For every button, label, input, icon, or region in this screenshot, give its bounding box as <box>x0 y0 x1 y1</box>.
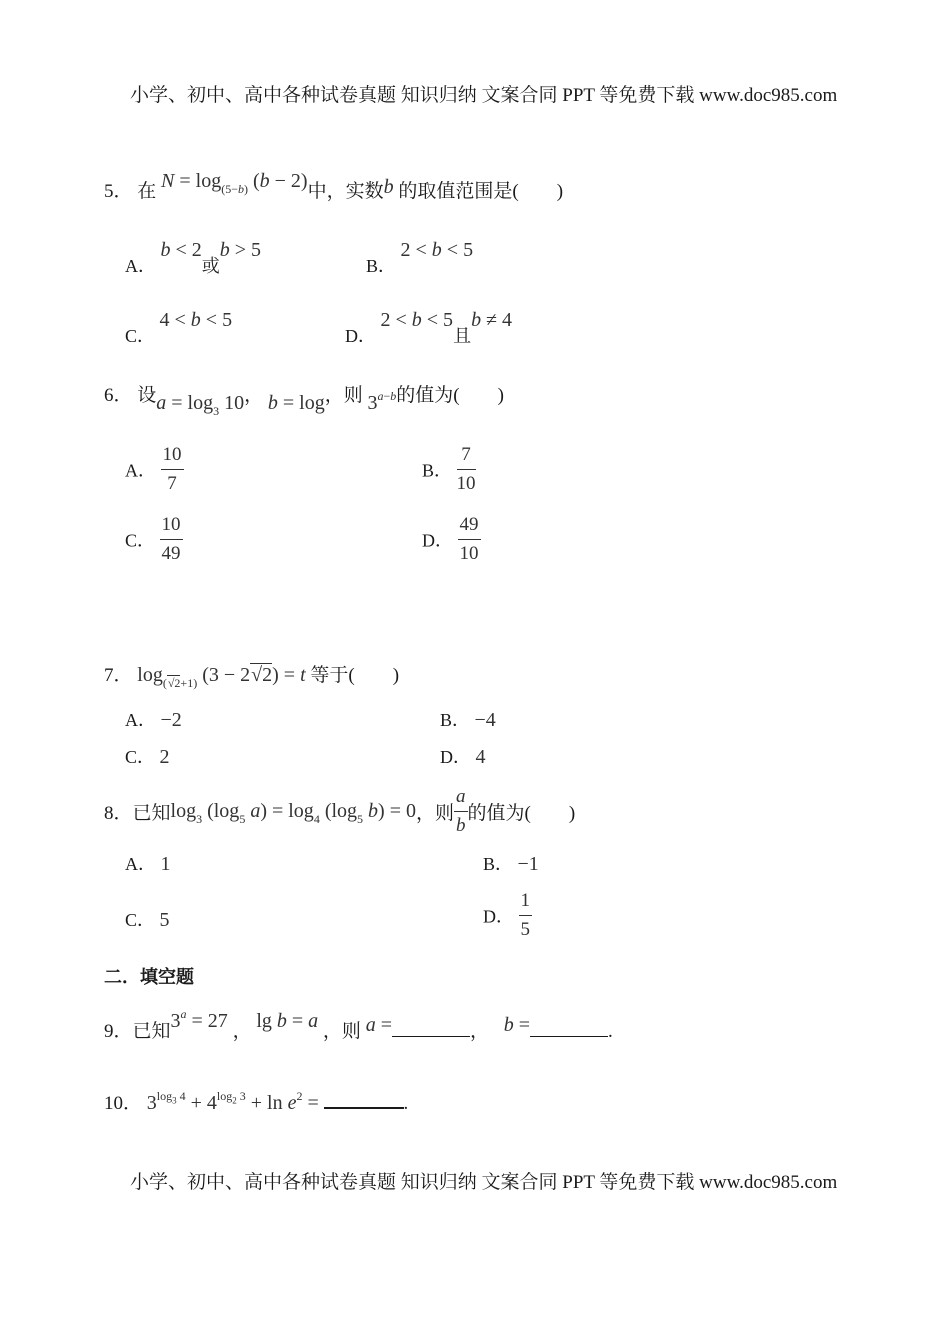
denominator: 10 <box>456 473 476 494</box>
numerator: 1 <box>519 890 533 916</box>
page-header: 小学、初中、高中各种试卷真题 知识归纳 文案合同 PPT 等免费下载 www.doc985.com <box>130 85 838 106</box>
question-10 <box>104 1088 408 1115</box>
numerator: 10 <box>160 514 183 540</box>
option-label: B． <box>366 256 397 276</box>
fraction-7-over-10 <box>457 444 476 495</box>
option-5c <box>125 309 233 348</box>
option-label: B． <box>483 854 514 874</box>
formula-lg-b-eq-a: lg b = a <box>256 1010 319 1032</box>
question-number: 7． <box>104 665 133 686</box>
option-6a <box>125 444 184 495</box>
question-number: 5． <box>104 181 133 202</box>
fraction-49-over-10 <box>458 514 481 565</box>
fraction-a-over-b: $\frac{a}{b}$ <box>456 786 466 836</box>
question-text: . <box>608 1021 613 1042</box>
page-footer: 小学、初中、高中各种试卷真题 知识归纳 文案合同 PPT 等免费下载 www.doc985.com <box>130 1172 838 1193</box>
question-6 <box>104 380 504 418</box>
option-label: B． <box>422 460 453 481</box>
option-value: 2 <box>159 746 170 768</box>
answer-blank[interactable] <box>324 1089 404 1109</box>
formula-n-equals-log: $N = \log_{(5-b)} (b - 2)$ <box>161 170 308 196</box>
question-8 <box>104 786 575 837</box>
variable-b: b <box>383 176 394 198</box>
question-text: 的取值范围是( ) <box>398 181 564 202</box>
option-8c <box>125 906 170 932</box>
option-label: D． <box>345 326 376 346</box>
option-value: 4 <box>475 746 486 768</box>
option-8b <box>483 850 539 876</box>
option-text: 且 <box>453 326 472 346</box>
formula-4-lt-b-lt-5: 4 < b < 5 <box>159 309 233 331</box>
section-title: 二．填空题 <box>104 967 194 988</box>
question-text: 在 <box>137 181 157 202</box>
question-text: ，则 <box>415 803 454 824</box>
option-label: C． <box>125 530 156 551</box>
denominator: 5 <box>520 919 530 940</box>
formula-2-lt-b-lt-5: 2 < b < 5 <box>400 239 474 261</box>
question-text: 的值为( ) <box>396 385 504 406</box>
option-6d <box>422 514 481 565</box>
formula-2-lt-b-lt-5: 2 < b < 5 <box>380 309 454 331</box>
question-text: 已知 <box>132 1021 171 1042</box>
option-label: D． <box>422 530 453 551</box>
question-number: 6． <box>104 385 133 406</box>
question-9 <box>104 1007 613 1043</box>
question-text: 中，实数 <box>307 181 384 202</box>
option-8a <box>125 850 171 876</box>
formula-a-eq: a = <box>365 1014 392 1036</box>
formula-3-pow-a-eq-27: $3^a = 27$ <box>170 1007 228 1032</box>
formula-b-eq: b = <box>503 1014 531 1036</box>
option-label: B． <box>440 710 471 730</box>
option-label: C． <box>125 747 156 767</box>
option-value: 1 <box>160 853 171 875</box>
option-value: −2 <box>160 709 182 731</box>
fraction-10-over-49 <box>160 514 183 565</box>
question-text: ， <box>232 1021 252 1042</box>
formula-a-eq-log3-10: $a = \log_3 10$ <box>156 392 245 418</box>
fraction-1-over-5 <box>519 890 533 941</box>
option-5b <box>366 239 474 278</box>
question-7 <box>104 660 400 690</box>
option-6b <box>422 444 476 495</box>
question-text: 已知 <box>132 803 171 824</box>
option-5a <box>125 239 262 278</box>
formula-b-gt-5: b > 5 <box>219 239 262 261</box>
question-text: ，则 <box>324 385 363 406</box>
fraction-10-over-7 <box>161 444 184 495</box>
option-label: A． <box>125 256 156 276</box>
formula-log3-log5a-eq-log4-log5b: $\log_3 (\log_5$ $a) = \log_4 (\log_5$ b) = 0 <box>170 800 416 826</box>
option-label: C． <box>125 326 156 346</box>
formula-b-neq-4: b ≠ 4 <box>471 309 513 331</box>
numerator: 49 <box>458 514 481 540</box>
question-text: ，则 <box>322 1021 361 1042</box>
question-text: 的值为( ) <box>467 803 576 824</box>
option-label: A． <box>125 854 156 874</box>
answer-blank-a[interactable] <box>392 1018 470 1037</box>
question-5 <box>104 170 564 203</box>
formula-3-pow-a-minus-b: $3^{a-b}$ <box>367 389 397 414</box>
option-8d <box>483 890 532 941</box>
question-number: 9． <box>104 1021 133 1042</box>
question-text: ， <box>469 1021 489 1042</box>
option-label: D． <box>440 747 471 767</box>
option-7b <box>440 706 496 732</box>
answer-blank-b[interactable] <box>530 1018 608 1037</box>
formula-log-sqrt2-plus-1: $\log_{(√2+1)} (3 - 2√2) = t$ <box>137 664 306 690</box>
denominator: 7 <box>167 473 177 494</box>
option-label: A． <box>125 710 156 730</box>
option-label: D． <box>483 906 514 927</box>
denominator: 49 <box>161 543 181 564</box>
formula-3-pow-log3-4-plus: $3^{log_3 4} + 4^{log_2 3} + \ln e^2$ = <box>146 1089 319 1114</box>
option-7d <box>440 743 486 769</box>
numerator: 7 <box>457 444 476 470</box>
question-number: 8． <box>104 803 133 824</box>
option-7c <box>125 743 170 769</box>
option-value: 5 <box>159 909 170 931</box>
option-value: −4 <box>474 709 496 731</box>
question-text: 等于( ) <box>310 665 400 686</box>
denominator: 10 <box>459 543 479 564</box>
question-text: ， <box>244 385 264 406</box>
question-text: 设 <box>137 385 157 406</box>
formula-b-eq-log: b = log <box>267 392 325 414</box>
option-label: A． <box>125 460 156 481</box>
option-value: −1 <box>517 853 539 875</box>
numerator: 10 <box>161 444 184 470</box>
option-label: C． <box>125 910 156 930</box>
question-number: 10． <box>104 1093 143 1114</box>
option-5d <box>345 309 513 348</box>
formula-b-lt-2: b < 2 <box>160 239 202 261</box>
option-text: 或 <box>201 256 220 276</box>
question-text: . <box>403 1093 409 1114</box>
option-7a <box>125 706 182 732</box>
option-6c <box>125 514 183 565</box>
